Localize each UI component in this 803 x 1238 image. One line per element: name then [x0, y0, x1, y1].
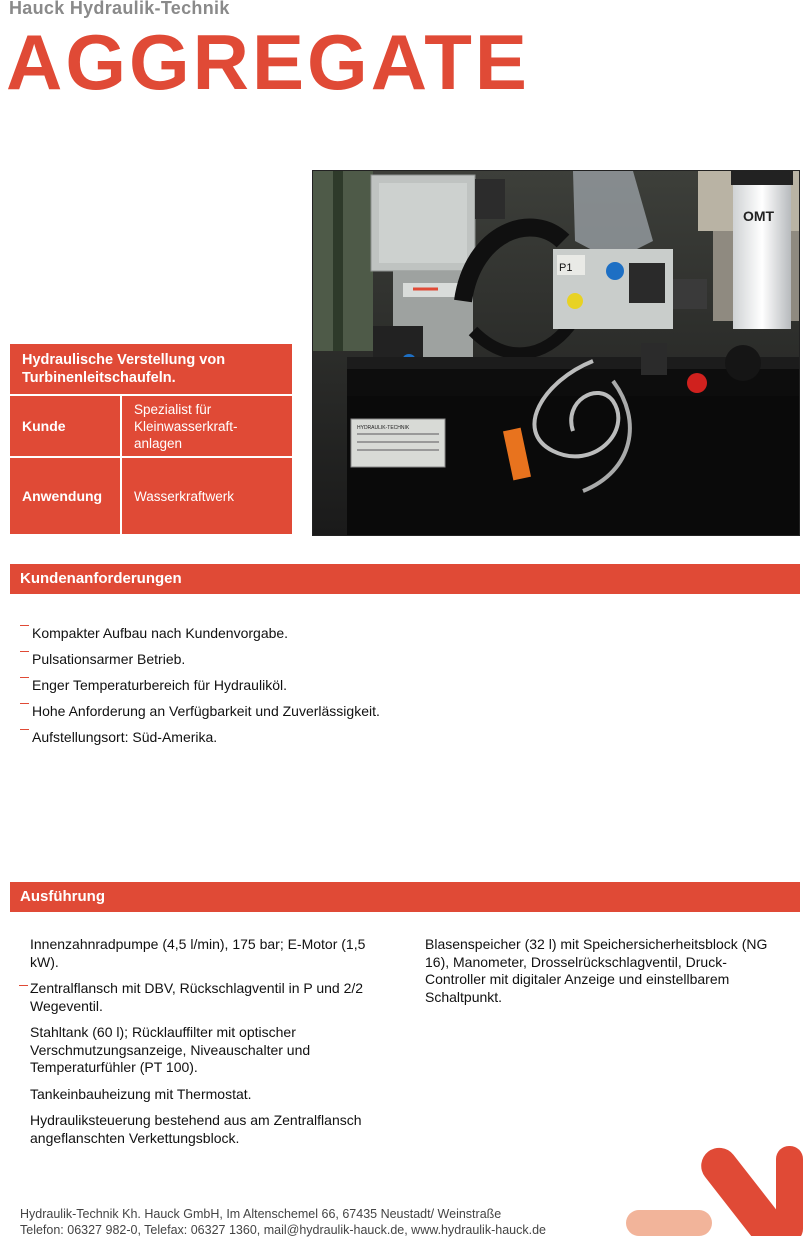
execution-left-column	[30, 936, 390, 1156]
info-value: Wasserkraftwerk	[134, 488, 235, 504]
execution-item: Tankeinbauheizung mit Thermostat.	[30, 1085, 252, 1102]
list-item: Aufstellungsort: Süd-Amerika.	[20, 724, 380, 750]
page-title: AGGREGATE	[6, 18, 530, 106]
hydraulic-unit-image	[313, 171, 799, 535]
footer	[20, 1206, 546, 1238]
execution-item: Zentralflansch mit DBV, Rückschlagventil in P und 2/2 Wegeventil.	[30, 980, 390, 1015]
list-item: Pulsationsarmer Betrieb.	[20, 646, 380, 672]
info-heading: Hydraulische Verstellung von Turbinenleitschaufeln.	[10, 344, 292, 394]
execution-heading: Ausführung	[10, 882, 800, 912]
product-photo	[312, 170, 800, 536]
info-key: Anwendung	[10, 458, 122, 534]
list-item: Enger Temperaturbereich für Hydrauliköl.	[20, 672, 380, 698]
requirements-list	[20, 620, 380, 750]
info-table	[10, 344, 292, 534]
company-logo-icon	[620, 1140, 803, 1236]
execution-item: Hydrauliksteuerung bestehend aus am Zentralflansch angeflanschten Verkettungsblock.	[30, 1112, 362, 1146]
valve-label: P1	[559, 262, 573, 274]
info-key: Kunde	[10, 396, 122, 456]
execution-item: Stahltank (60 l); Rücklauffilter mit optischer Verschmutzungsanzeige, Niveauschalter und Temperaturfühler (PT 100).	[30, 1024, 311, 1075]
filter-brand: OMT	[743, 208, 775, 224]
requirements-heading: Kundenanforderungen	[10, 564, 800, 594]
list-item: Kompakter Aufbau nach Kundenvorgabe.	[20, 620, 380, 646]
footer-contact: Telefon: 06327 982-0, Telefax: 06327 1360, mail@hydraulik-hauck.de, www.hydraulik-hauck.de	[20, 1223, 546, 1237]
info-row-application	[10, 456, 292, 534]
footer-address: Hydraulik-Technik Kh. Hauck GmbH, Im Altenschemel 66, 67435 Neustadt/ Weinstraße	[20, 1207, 502, 1221]
execution-item: Innenzahnradpumpe (4,5 l/min), 175 bar; E-Motor (1,5 kW).	[30, 936, 366, 970]
info-value: Spezialist für Kleinwasserkraft-anlagen	[134, 401, 238, 451]
info-row-customer	[10, 394, 292, 456]
execution-right-column	[425, 936, 775, 1015]
name-plate-text: HYDRAULIK-TECHNIK	[357, 425, 410, 431]
company-name: Hauck Hydraulik-Technik	[9, 0, 230, 18]
list-item: Hohe Anforderung an Verfügbarkeit und Zuverlässigkeit.	[20, 698, 380, 724]
execution-item: Blasenspeicher (32 l) mit Speichersicherheitsblock (NG 16), Manometer, Drosselrückschlagventil, Druck-Controller mit digitaler Anzeige und einstellbarem Schaltpunkt.	[425, 936, 768, 1005]
